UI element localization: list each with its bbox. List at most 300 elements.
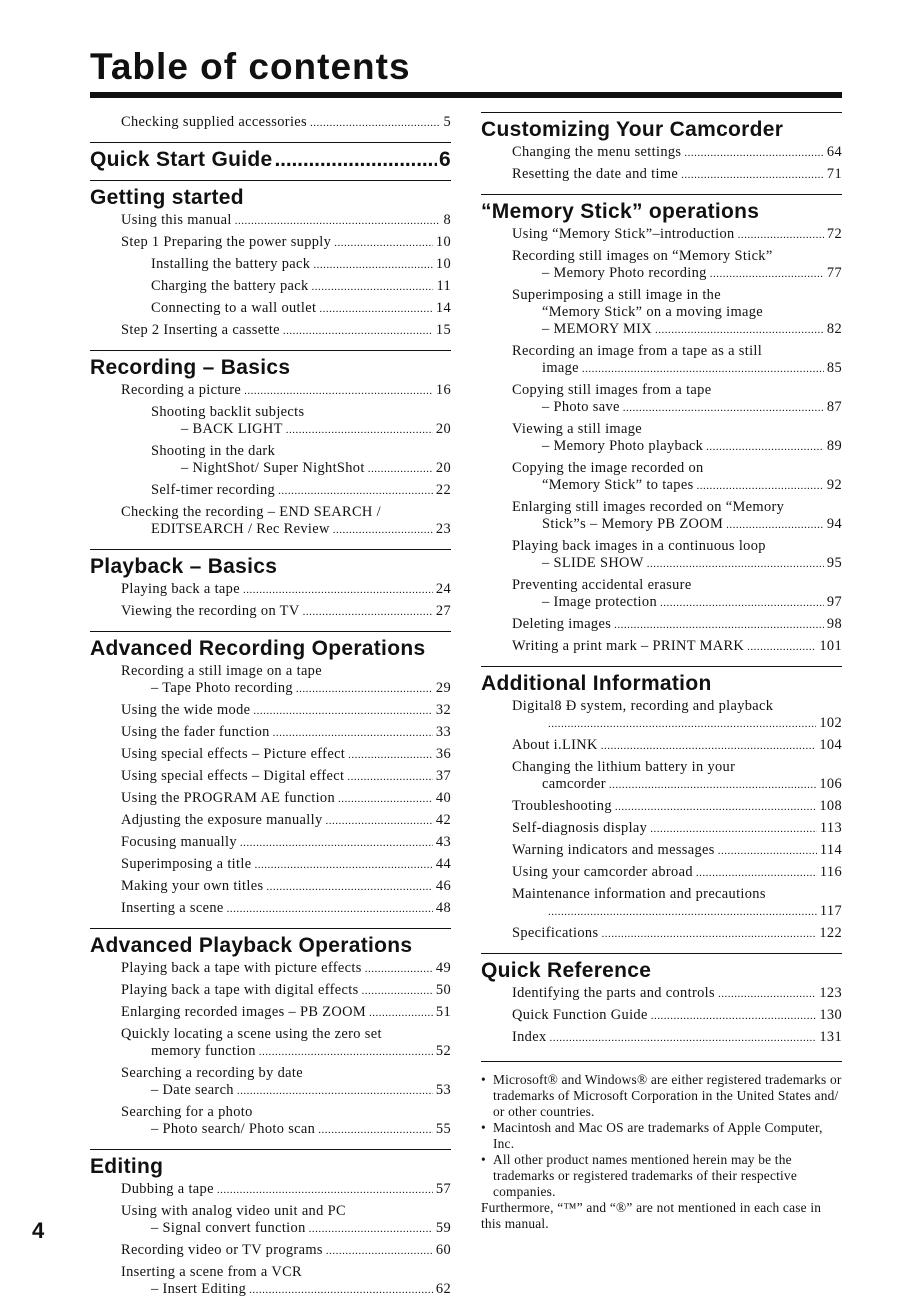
dot-leader	[259, 1043, 433, 1061]
toc-entry-text: Writing a print mark – PRINT MARK	[512, 638, 745, 654]
toc-entry-line	[512, 1029, 842, 1047]
section-heading: Recording – Basics	[90, 350, 451, 380]
toc-entry[interactable]	[512, 796, 842, 818]
toc-entry-page: 48	[435, 900, 451, 916]
section-entries	[90, 210, 451, 342]
toc-entry[interactable]	[512, 285, 842, 341]
dot-leader	[296, 680, 433, 698]
toc-entry-text: Troubleshooting	[512, 798, 612, 814]
toc-entry-page: 55	[435, 1121, 451, 1137]
dot-leader	[550, 1029, 817, 1047]
trademark-note	[481, 1152, 842, 1200]
toc-entry-text: Recording still images on “Memory Stick”	[512, 248, 773, 264]
toc-entry-line	[121, 790, 451, 808]
toc-entry-page: 42	[435, 812, 451, 828]
trademark-notes	[481, 1062, 842, 1232]
toc-entry-page: 98	[826, 616, 842, 632]
toc-entry[interactable]	[151, 402, 451, 441]
toc-entry-page: 117	[819, 903, 842, 919]
toc-entry-text: Dubbing a tape	[121, 1181, 214, 1197]
toc-entry-line	[512, 538, 842, 555]
section-entries	[481, 142, 842, 186]
section-entries	[481, 983, 842, 1049]
toc-entry-line	[121, 900, 451, 918]
toc-entry-text: Step 1 Preparing the power supply	[121, 234, 332, 250]
dot-leader	[548, 715, 816, 733]
toc-entry-page: 32	[435, 702, 451, 718]
toc-entry-line	[121, 1004, 451, 1022]
toc-entry-text: Shooting in the dark	[151, 443, 276, 459]
dot-leader	[697, 477, 824, 495]
toc-entry[interactable]	[512, 696, 842, 735]
toc-entry[interactable]	[512, 840, 842, 862]
toc-entry[interactable]	[121, 1179, 451, 1201]
toc-entry-page: 27	[435, 603, 451, 619]
toc-entry[interactable]	[121, 112, 451, 134]
dot-leader	[623, 399, 824, 417]
toc-entry-page: 89	[826, 438, 842, 454]
toc-entry-page: 20	[435, 460, 451, 476]
toc-entry-text: Checking the recording – END SEARCH /	[121, 504, 381, 520]
toc-entry[interactable]	[121, 832, 451, 854]
toc-entry-line	[151, 421, 451, 439]
toc-entry[interactable]	[121, 958, 451, 980]
toc-entry-line	[121, 1043, 451, 1061]
toc-entry-page: 50	[435, 982, 451, 998]
dot-leader	[681, 166, 824, 184]
toc-entry[interactable]	[151, 276, 451, 298]
toc-entry-text: “Memory Stick” to tapes	[542, 477, 694, 493]
toc-entry-line	[121, 768, 451, 786]
toc-entry[interactable]	[121, 744, 451, 766]
section-heading: Quick Reference	[481, 953, 842, 983]
toc-entry[interactable]	[512, 614, 842, 636]
toc-entry-page: 49	[435, 960, 451, 976]
toc-entry-line	[121, 982, 451, 1000]
toc-entry[interactable]	[512, 497, 842, 536]
toc-entry[interactable]	[512, 224, 842, 246]
toc-entry-text: Maintenance information and precautions	[512, 886, 766, 902]
toc-entry-text: Superimposing a still image in the	[512, 287, 721, 303]
toc-entry-page: 94	[826, 516, 842, 532]
toc-entry-line	[121, 1026, 451, 1043]
toc-entry[interactable]	[121, 898, 451, 920]
toc-entry[interactable]	[512, 818, 842, 840]
toc-entry-page: 5	[443, 114, 451, 130]
dot-leader	[365, 960, 433, 978]
toc-entry-line	[512, 287, 842, 304]
toc-entry[interactable]	[151, 298, 451, 320]
toc-entry-text: camcorder	[542, 776, 606, 792]
toc-entry-line	[121, 1121, 451, 1139]
toc-entry-line	[512, 460, 842, 477]
trademark-note-text: Furthermore, “™” and “®” are not mentioned in each case in this manual.	[481, 1200, 822, 1231]
toc-entry-page: 20	[435, 421, 451, 437]
toc-entry[interactable]	[512, 458, 842, 497]
toc-entry-text: Stick”s – Memory PB ZOOM	[542, 516, 724, 532]
toc-entry-page: 62	[435, 1281, 451, 1297]
toc-entry[interactable]	[121, 700, 451, 722]
toc-entry-page: 95	[826, 555, 842, 571]
toc-entry-text: Inserting a scene from a VCR	[121, 1264, 302, 1280]
toc-entry[interactable]	[512, 536, 842, 575]
toc-entry[interactable]	[512, 419, 842, 458]
toc-entry-text: – Tape Photo recording	[151, 680, 293, 696]
toc-entry-text: Making your own titles	[121, 878, 264, 894]
toc-entry-line	[121, 812, 451, 830]
toc-entry-line	[151, 300, 451, 318]
dot-leader	[254, 856, 432, 874]
dot-leader	[718, 985, 816, 1003]
toc-entry[interactable]	[121, 1240, 451, 1262]
toc-entry-page: 36	[435, 746, 451, 762]
toc-entry[interactable]	[121, 1024, 451, 1063]
toc-entry-text: Recording an image from a tape as a still	[512, 343, 763, 359]
trademark-note-text: Macintosh and Mac OS are trademarks of Apple Computer, Inc.	[493, 1120, 823, 1151]
toc-entry[interactable]	[512, 341, 842, 380]
toc-entry-line	[512, 737, 842, 755]
toc-entry-line	[512, 864, 842, 882]
toc-entry-line	[512, 638, 842, 656]
toc-entry-page: 123	[819, 985, 842, 1001]
toc-entry-text: – Insert Editing	[151, 1281, 247, 1297]
toc-entry-text: About i.LINK	[512, 737, 598, 753]
bullet: •	[481, 1120, 486, 1135]
toc-entry-line	[512, 477, 842, 495]
trademark-note	[481, 1120, 842, 1152]
dot-leader	[710, 265, 824, 283]
dot-leader	[313, 256, 433, 274]
toc-entry-text: Changing the menu settings	[512, 144, 682, 160]
toc-entry-text: image	[542, 360, 579, 376]
toc-entry-line	[512, 248, 842, 265]
toc-entry[interactable]	[121, 661, 451, 700]
toc-entry-text: Specifications	[512, 925, 599, 941]
toc-entry-text: Inserting a scene	[121, 900, 224, 916]
page-title: Table of contents	[90, 46, 411, 87]
toc-entry[interactable]	[121, 210, 451, 232]
toc-entry[interactable]	[121, 876, 451, 898]
toc-entry-page: 43	[435, 834, 451, 850]
dot-leader	[718, 842, 817, 860]
section-entries	[90, 958, 451, 1141]
toc-entry-page: 57	[435, 1181, 451, 1197]
toc-entry-line	[512, 820, 842, 838]
toc-entry-page: 59	[435, 1220, 451, 1236]
toc-entry-text: Identifying the parts and controls	[512, 985, 715, 1001]
dot-leader	[312, 278, 434, 296]
toc-entry-page: 104	[819, 737, 842, 753]
toc-entry[interactable]	[121, 980, 451, 1002]
toc-entry-text: Playing back a tape	[121, 581, 240, 597]
toc-entry-text: – Memory Photo recording	[542, 265, 707, 281]
dot-leader	[368, 460, 433, 478]
toc-entry[interactable]	[121, 1063, 451, 1102]
toc-entry-page: 11	[436, 278, 451, 294]
toc-entry-page: 116	[819, 864, 842, 880]
toc-entry-line	[121, 382, 451, 400]
toc-entry-line	[512, 886, 842, 903]
dot-leader	[273, 724, 433, 742]
page-number: 4	[32, 1218, 45, 1243]
toc-entry-page: 22	[435, 482, 451, 498]
toc-entry-text: Recording a still image on a tape	[121, 663, 322, 679]
toc-entry[interactable]	[151, 441, 451, 480]
dot-leader	[227, 900, 433, 918]
section-entries	[481, 696, 842, 945]
dot-leader	[253, 702, 433, 720]
section-heading-text: Quick Start Guide	[90, 148, 273, 171]
toc-entry-text: Shooting backlit subjects	[151, 404, 305, 420]
toc-entry-page: 44	[435, 856, 451, 872]
toc-entry-line	[121, 212, 451, 230]
toc-entry-line	[512, 698, 842, 715]
toc-entry-text: Recording a picture	[121, 382, 242, 398]
toc-entry-line	[151, 404, 451, 421]
dot-leader	[244, 382, 433, 400]
toc-entry[interactable]	[512, 862, 842, 884]
dot-leader	[310, 114, 440, 132]
toc-entry-line	[512, 360, 842, 378]
toc-entry-text: Playing back images in a continuous loop	[512, 538, 766, 554]
toc-entry-page: 85	[826, 360, 842, 376]
section-heading: Customizing Your Camcorder	[481, 112, 842, 142]
toc-entry[interactable]	[151, 254, 451, 276]
toc-entry-page: 108	[819, 798, 842, 814]
toc-entry-text: Using special effects – Digital effect	[121, 768, 345, 784]
toc-entry-line	[121, 1104, 451, 1121]
toc-entry[interactable]	[512, 142, 842, 164]
toc-entry[interactable]	[512, 983, 842, 1005]
toc-entry-line	[512, 776, 842, 794]
toc-entry-line	[121, 521, 451, 539]
toc-entry-page: 24	[435, 581, 451, 597]
dot-leader	[726, 516, 824, 534]
toc-entry-line	[121, 1281, 451, 1299]
toc-entry-text: Using “Memory Stick”–introduction	[512, 226, 735, 242]
toc-entry-line	[512, 438, 842, 456]
toc-entry-line	[121, 680, 451, 698]
toc-entry-text: – BACK LIGHT	[181, 421, 283, 437]
toc-entry-page: 87	[826, 399, 842, 415]
toc-entry-line	[512, 321, 842, 339]
toc-entry-line	[121, 1181, 451, 1199]
toc-entry-text: Recording video or TV programs	[121, 1242, 323, 1258]
toc-entry-line	[512, 265, 842, 283]
toc-entry-line	[512, 616, 842, 634]
toc-entry[interactable]	[121, 810, 451, 832]
toc-entry-text: – SLIDE SHOW	[542, 555, 644, 571]
toc-entry[interactable]	[121, 766, 451, 788]
dot-leader	[615, 798, 816, 816]
toc-entry-line	[121, 834, 451, 852]
toc-entry-text: “Memory Stick” on a moving image	[542, 304, 764, 320]
toc-entry-text: Digital8 Ð system, recording and playback	[512, 698, 774, 714]
dot-leader	[655, 321, 824, 339]
dot-leader	[747, 638, 816, 656]
toc-entry[interactable]	[512, 923, 842, 945]
toc-entry-line	[512, 842, 842, 860]
toc-entry-text: – Image protection	[542, 594, 657, 610]
toc-entry-line	[512, 1007, 842, 1025]
toc-entry-line	[121, 581, 451, 599]
dot-leader	[609, 776, 816, 794]
toc-entry-line	[121, 1220, 451, 1238]
toc-entry-line	[121, 724, 451, 742]
toc-entry-text: – Photo search/ Photo scan	[151, 1121, 316, 1137]
toc-entry-text: – Memory Photo playback	[542, 438, 704, 454]
dot-leader	[738, 226, 824, 244]
section-heading: “Memory Stick” operations	[481, 194, 842, 224]
toc-entry[interactable]	[121, 232, 451, 254]
toc-entry-text: – Signal convert function	[151, 1220, 306, 1236]
toc-entry-page: 52	[435, 1043, 451, 1059]
toc-entry-page: 131	[819, 1029, 842, 1045]
toc-entry[interactable]	[512, 1027, 842, 1049]
toc-entry-line	[512, 343, 842, 360]
toc-entry-page: 37	[435, 768, 451, 784]
toc-entry-page: 92	[826, 477, 842, 493]
toc-entry[interactable]	[512, 1005, 842, 1027]
toc-entry-line	[512, 903, 842, 921]
toc-entry[interactable]	[512, 164, 842, 186]
dot-leader	[326, 812, 433, 830]
trademark-note	[481, 1200, 842, 1232]
toc-entry[interactable]	[121, 380, 451, 402]
toc-entry[interactable]	[512, 757, 842, 796]
toc-entry-text: Checking supplied accessories	[121, 114, 307, 130]
toc-entry[interactable]	[151, 480, 451, 502]
toc-entry-text: Copying still images from a tape	[512, 382, 712, 398]
toc-entry-line	[512, 166, 842, 184]
toc-entry[interactable]	[121, 1201, 451, 1240]
toc-entry-text: – Photo save	[542, 399, 620, 415]
dot-leader	[303, 603, 433, 621]
toc-entry-text: Using the PROGRAM AE function	[121, 790, 336, 806]
toc-entry-line	[121, 1242, 451, 1260]
dot-leader	[266, 878, 433, 896]
toc-entry-page: 15	[435, 322, 451, 338]
toc-entry-page: 53	[435, 1082, 451, 1098]
toc-entry[interactable]	[121, 579, 451, 601]
toc-entry-page: 114	[819, 842, 842, 858]
section-heading	[90, 142, 451, 172]
dot-leader	[278, 482, 433, 500]
toc-entry-page: 97	[826, 594, 842, 610]
dot-leader	[362, 982, 433, 1000]
toc-entry-page: 10	[435, 256, 451, 272]
toc-right-column	[481, 112, 842, 1232]
toc-entry-page: 122	[819, 925, 842, 941]
toc-entry-line	[121, 114, 451, 132]
toc-entry-text: – NightShot/ Super NightShot	[181, 460, 365, 476]
toc-entry[interactable]	[121, 601, 451, 623]
section-entries	[90, 380, 451, 541]
toc-entry-text: Using the fader function	[121, 724, 270, 740]
toc-entry[interactable]	[121, 502, 451, 541]
toc-entry-text: Playing back a tape with digital effects	[121, 982, 359, 998]
dot-leader	[235, 212, 441, 230]
toc-entry-text: Self-timer recording	[151, 482, 276, 498]
toc-entry-line	[512, 925, 842, 943]
dot-leader	[347, 768, 433, 786]
toc-entry-text: Viewing the recording on TV	[121, 603, 300, 619]
toc-entry-text: Using the wide mode	[121, 702, 251, 718]
dot-leader	[286, 421, 433, 439]
dot-leader	[243, 581, 433, 599]
dot-leader	[647, 555, 824, 573]
toc-entry-line	[512, 516, 842, 534]
toc-entry-text: Copying the image recorded on	[512, 460, 704, 476]
toc-entry-text: Using special effects – Picture effect	[121, 746, 346, 762]
toc-entry-text: Quick Function Guide	[512, 1007, 648, 1023]
toc-entry[interactable]	[512, 884, 842, 923]
toc-entry-page: 33	[435, 724, 451, 740]
toc-entry-page: 77	[826, 265, 842, 281]
toc-entry[interactable]	[121, 1002, 451, 1024]
section-entries	[90, 661, 451, 920]
dot-leader	[217, 1181, 433, 1199]
toc-entry-text: Searching for a photo	[121, 1104, 253, 1120]
toc-entry-page: 51	[435, 1004, 451, 1020]
toc-entry[interactable]	[121, 1102, 451, 1141]
dot-leader	[338, 790, 433, 808]
toc-entry-page: 10	[435, 234, 451, 250]
toc-entry-page: 29	[435, 680, 451, 696]
toc-entry[interactable]	[121, 1262, 451, 1301]
dot-leader	[660, 594, 824, 612]
toc-entry-line	[121, 960, 451, 978]
section-entries	[90, 112, 451, 134]
toc-entry[interactable]	[512, 246, 842, 285]
toc-entry-line	[121, 663, 451, 680]
dot-leader	[333, 521, 433, 539]
toc-entry-text: Using with analog video unit and PC	[121, 1203, 346, 1219]
toc-entry-line	[151, 256, 451, 274]
toc-entry[interactable]	[121, 722, 451, 744]
toc-entry-line	[121, 603, 451, 621]
toc-entry-text: Self-diagnosis display	[512, 820, 648, 836]
toc-entry[interactable]	[512, 380, 842, 419]
toc-entry-line	[121, 1203, 451, 1220]
dot-leader	[548, 903, 817, 921]
toc-entry[interactable]	[121, 854, 451, 876]
toc-entry-text: Deleting images	[512, 616, 612, 632]
toc-entry-text: – MEMORY MIX	[542, 321, 653, 337]
bullet: •	[481, 1152, 486, 1167]
toc-entry-line	[151, 482, 451, 500]
toc-entry[interactable]	[121, 320, 451, 342]
toc-entry-line	[512, 759, 842, 776]
toc-entry-text: Enlarging recorded images – PB ZOOM	[121, 1004, 366, 1020]
toc-entry[interactable]	[121, 788, 451, 810]
toc-entry[interactable]	[512, 575, 842, 614]
dot-leader	[614, 616, 824, 634]
bullet: •	[481, 1072, 486, 1087]
section-heading: Advanced Playback Operations	[90, 928, 451, 958]
toc-entry-text: Viewing a still image	[512, 421, 642, 437]
toc-entry[interactable]	[512, 636, 842, 658]
toc-entry[interactable]	[512, 735, 842, 757]
toc-entry-text: Adjusting the exposure manually	[121, 812, 323, 828]
toc-entry-text: Quickly locating a scene using the zero set	[121, 1026, 382, 1042]
dot-leader	[237, 1082, 433, 1100]
toc-entry-page: 71	[826, 166, 842, 182]
title-rule	[90, 92, 842, 98]
toc-entry-text: Searching a recording by date	[121, 1065, 303, 1081]
toc-entry-line	[512, 499, 842, 516]
toc-entry-line	[512, 144, 842, 162]
